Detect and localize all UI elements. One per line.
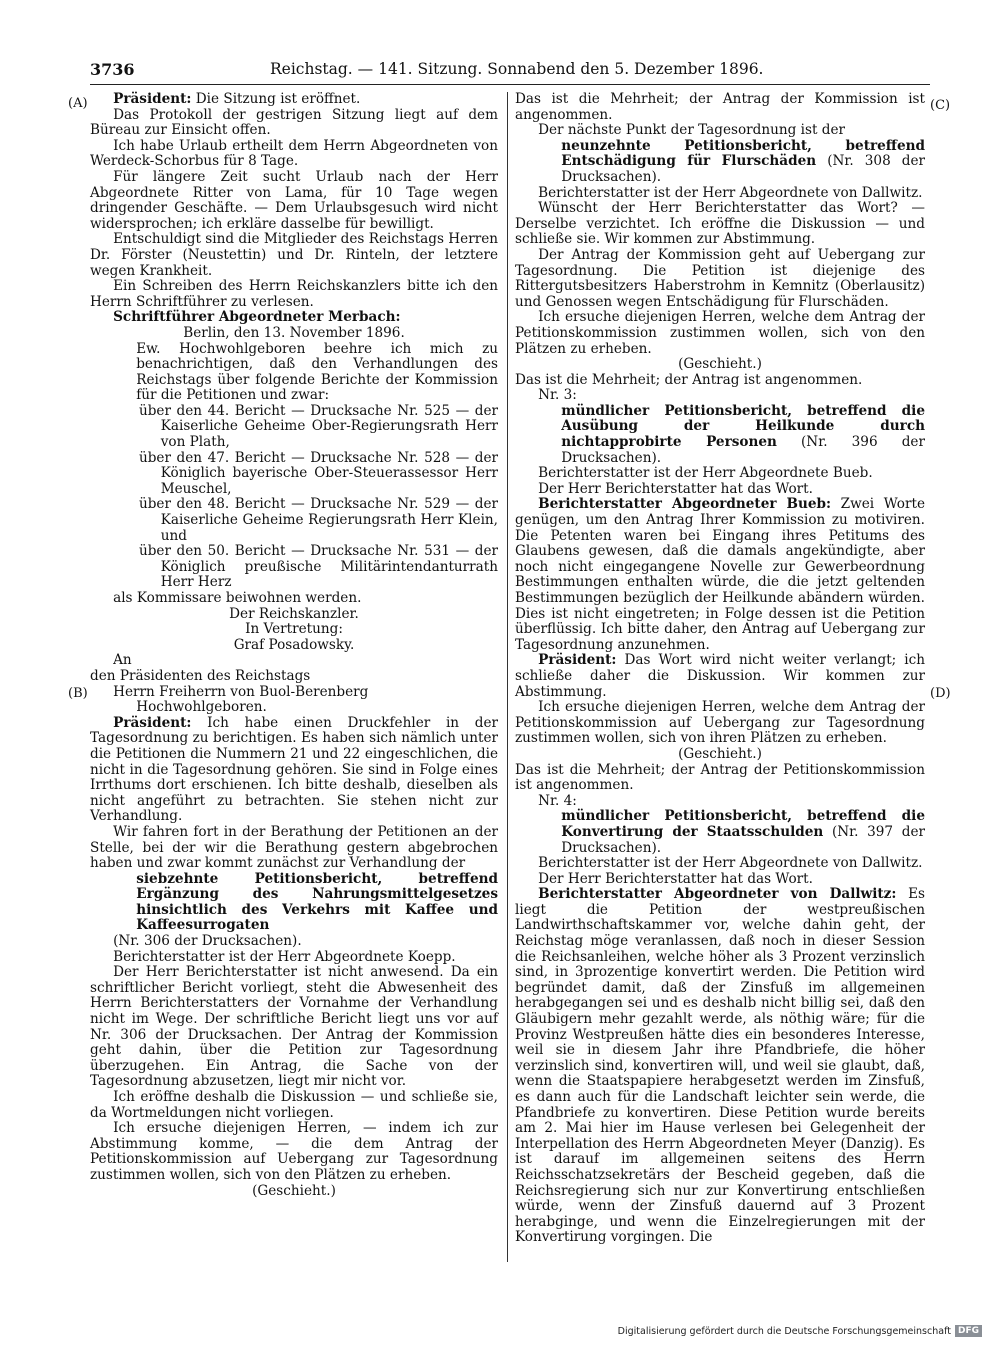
- paragraph: über den 50. Bericht — Drucksache Nr. 531 — der Königlich preußische Militärintendanturrath Herr Herz: [138, 543, 498, 591]
- paragraph: Wünscht der Herr Berichterstatter das Wort? — Derselbe verzichtet. Ich eröffne die Diskussion — und schließe sie. Wir kommen zur Abstimmung.: [515, 200, 925, 248]
- paragraph: Der Reichskanzler.: [229, 605, 359, 622]
- paragraph: neunzehnte Petitionsbericht, betreffend Entschädigung für Flurschäden (Nr. 308 der Drucksachen).: [561, 137, 925, 185]
- speaker-label: Schriftführer Abgeordneter Merbach:: [113, 309, 401, 326]
- margin-mark-d: (D): [930, 686, 951, 701]
- running-head: Reichstag. — 141. Sitzung. Sonnabend den 5. Dezember 1896.: [270, 60, 764, 78]
- paragraph: (Geschieht.): [252, 1182, 336, 1199]
- right-column: [515, 92, 925, 1246]
- paragraph: In Vertretung:: [245, 621, 343, 638]
- paragraph: Berichterstatter ist der Herr Abgeordnete von Dallwitz.: [538, 855, 923, 872]
- paragraph: Entschuldigt sind die Mitglieder des Reichstags Herren Dr. Förster (Neustettin) und Dr. Rinteln, der letztere wegen Krankheit.: [90, 231, 498, 279]
- left-column: [90, 92, 498, 1199]
- paragraph: Ein Schreiben des Herrn Reichskanzlers bitte ich den Herrn Schriftführer zu verlesen.: [90, 278, 498, 310]
- paragraph: über den 47. Bericht — Drucksache Nr. 528 — der Königlich bayerische Ober-Steuerassessor Herr Meuschel,: [138, 449, 498, 497]
- running-header: [90, 58, 930, 85]
- paragraph: Der Herr Berichterstatter ist nicht anwesend. Da ein schriftlicher Bericht vorliegt, steht die Abwesenheit des Herrn Berichterstatters der Vornahme der Verhandlung nicht im Wege. Der schriftliche Bericht liegt uns vor auf Nr. 306 der Drucksachen. Der Antrag der Kommission geht dahin, über die Petition zur Tagesordnung überzugehen. Ein Antrag, die Sache von der Tagesordnung abzusetzen, liegt mir nicht vor.: [90, 964, 498, 1090]
- paragraph: (Nr. 306 der Drucksachen).: [113, 933, 302, 950]
- paragraph: (Geschieht.): [678, 745, 762, 762]
- paragraph: Wir fahren fort in der Berathung der Petitionen an der Stelle, bei der wir die Berathung gestern abgebrochen haben und zwar kommt zunächst zur Verhandlung der: [90, 823, 498, 872]
- paragraph: Der Antrag der Kommission geht auf Uebergang zur Tagesordnung. Die Petition ist diejenige des Rittergutsbesitzers Haberstrohm in Kemnitz (Oberlausitz) und Genossen wegen Entschädigung für Flurschäden.: [515, 246, 925, 310]
- paragraph: Ich habe Urlaub ertheilt dem Herrn Abgeordneten von Werdeck-Schorbus für 8 Tage.: [90, 137, 498, 170]
- dfg-logo: DFG: [955, 1325, 982, 1337]
- paragraph: Der Herr Berichterstatter hat das Wort.: [538, 480, 813, 497]
- speaker-label: Präsident:: [113, 714, 192, 731]
- document-reference: (Nr. 397 der Drucksachen).: [561, 823, 925, 856]
- paragraph: Der nächste Punkt der Tagesordnung ist der: [538, 122, 846, 139]
- paragraph: Ich ersuche diejenigen Herren, — indem ich zur Abstimmung komme, — die dem Antrag der Petitionskommission auf Uebergang zur Tagesordnung zustimmen wollen, sich von den Plätzen zu erheben.: [90, 1120, 498, 1183]
- paragraph: Ich ersuche diejenigen Herren, welche dem Antrag der Petitionskommission zustimmen wollen, sich von den Plätzen zu erheben.: [515, 309, 925, 357]
- paragraph: Nr. 3:: [538, 387, 577, 404]
- speaker-label: Präsident:: [538, 652, 617, 669]
- paragraph: Nr. 4:: [538, 792, 577, 809]
- paragraph: An: [113, 652, 132, 669]
- paragraph: Präsident: Die Sitzung ist eröffnet.: [113, 91, 361, 107]
- margin-mark-c: (C): [930, 98, 951, 113]
- paragraph: als Kommissare beiwohnen werden.: [113, 590, 362, 606]
- paragraph: mündlicher Petitionsbericht, betreffend die Ausübung der Heilkunde durch nichtapprobirte Personen (Nr. 396 der Drucksachen).: [561, 402, 925, 466]
- document-reference: (Nr. 308 der Drucksachen).: [561, 153, 925, 185]
- paragraph: Berichterstatter ist der Herr Abgeordnete Koepp.: [113, 948, 456, 965]
- paragraph: siebzehnte Petitionsbericht, betreffend Ergänzung des Nahrungsmittelgesetzes hinsichtlich des Verkehrs mit Kaffee und Kaffeesurrogaten: [136, 870, 498, 934]
- paragraph: Ew. Hochwohlgeboren beehre ich mich zu benachrichtigen, daß den Verhandlungen des Reichstags über folgende Berichte der Kommission für die Petitionen und zwar:: [136, 340, 498, 404]
- footer: [618, 1325, 982, 1337]
- paragraph: [90, 310, 498, 326]
- speaker-label: Präsident:: [113, 91, 192, 107]
- column-divider: [507, 92, 508, 1262]
- paragraph: Das ist die Mehrheit; der Antrag der Kommission ist angenommen.: [515, 91, 925, 123]
- paragraph: Berichterstatter Abgeordneter Bueb: Zwei Worte genügen, um den Antrag Ihrer Kommission zu motiviren. Die Petenten waren bei Eingang ihres Petitums des Glaubens gewesen, daß die damals angekündigte, aber noch nicht eingegangene Novelle zur Gewerbeordnung Bestimmungen enthalten würde, die die jetzt geltenden Bestimmungen bezüglich der Heilkunde abändern würden. Dies ist nicht eingetreten; in Folge dessen ist die Petition überflüssig. Ich bitte daher, den Antrag auf Uebergang zur Tagesordnung anzunehmen.: [515, 496, 925, 653]
- paragraph: Das ist die Mehrheit; der Antrag der Petitionskommission ist angenommen.: [515, 761, 925, 794]
- paragraph: Der Herr Berichterstatter hat das Wort.: [538, 870, 813, 887]
- paragraph: Für längere Zeit sucht Urlaub nach der Herr Abgeordnete Ritter von Lama, für 10 Tage wegen dringender Geschäfte. — Dem Urlaubsgesuch wird nicht widersprochen; ich erkläre dasselbe für bewilligt.: [90, 168, 498, 232]
- paragraph: Ich ersuche diejenigen Herren, welche dem Antrag der Petitionskommission auf Uebergang zur Tagesordnung zustimmen wollen, sich von ihren Plätzen zu erheben.: [515, 699, 925, 747]
- paragraph: Präsident: Das Wort wird nicht weiter verlangt; ich schließe daher die Diskussion. Wir kommen zur Abstimmung.: [515, 652, 925, 700]
- paragraph: Herrn Freiherrn von Buol-Berenberg: [113, 683, 369, 700]
- margin-mark-b: (B): [68, 686, 88, 701]
- paragraph: Graf Posadowsky.: [233, 636, 355, 653]
- paragraph: Das Protokoll der gestrigen Sitzung liegt auf dem Büreau zur Einsicht offen.: [90, 106, 498, 139]
- document-reference: (Nr. 396 der Drucksachen).: [561, 434, 925, 466]
- paragraph: mündlicher Petitionsbericht, betreffend die Konvertirung der Staatsschulden (Nr. 397 der Drucksachen).: [561, 808, 925, 856]
- paragraph: Das ist die Mehrheit; der Antrag ist angenommen.: [515, 371, 863, 388]
- margin-mark-a: (A): [68, 96, 88, 111]
- paragraph: Hochwohlgeboren.: [136, 699, 267, 716]
- paragraph: den Präsidenten des Reichstags: [90, 667, 311, 684]
- paragraph: Berichterstatter Abgeordneter von Dallwitz: Es liegt die Petition der westpreußischen Landwirthschaftskammer vor, welche dahin geht, der Reichstag möge veranlassen, daß noch in dieser Session die Reichsanleihen, welche höher als 3 Prozent verzinslich sind, in 3prozentige konvertirt werden. Die Petition wird begründet damit, daß der Zinsfuß im allgemeinen herabgegangen sei und es deshalb nicht billig sei, daß den Gläubigern mehr gezahlt werde, als nöthig wäre; für die Provinz Westpreußen hätte dies ein besonderes Interesse, weil sie in diesem Jahr ihre Pfandbriefe, die höher verzinslich sind, konvertiren will, und weil sie glaubt, daß, wenn die Staatspapiere herabgesetzt werden im Zinsfuß, es dann auch für die Landschaft leichter sein werde, die Pfandbriefe zu konvertiren. Diese Petition wurde bereits am 2. Mai hier im Hause verlesen bei Gelegenheit der Interpellation des Herrn Abgeordneten Meyer (Danzig). Es ist darauf im allgemeinen seitens des Herrn Reichsschatzsekretärs der Bescheid gegeben, daß die Reichsregierung sich nur zur Konvertirung entschließen würde, wenn der Zinsfuß dauernd auf 3 Prozent herabginge, und wenn die Einzelregierungen mit der Konvertirung vorgingen. Die: [515, 886, 925, 1246]
- paragraph: Berichterstatter ist der Herr Abgeordnete von Dallwitz.: [538, 184, 923, 201]
- speaker-label: Berichterstatter Abgeordneter Bueb:: [538, 496, 832, 513]
- speaker-label: Berichterstatter Abgeordneter von Dallwitz:: [538, 886, 897, 903]
- funding-note: Digitalisierung gefördert durch die Deutsche Forschungsgemeinschaft: [617, 1325, 951, 1337]
- paragraph: über den 44. Bericht — Drucksache Nr. 525 — der Kaiserliche Geheime Ober-Regierungsrath Herr von Plath,: [138, 402, 498, 451]
- paragraph: Berichterstatter ist der Herr Abgeordnete Bueb.: [538, 465, 873, 482]
- page-number: 3736: [90, 60, 135, 79]
- paragraph: Präsident: Ich habe einen Druckfehler in der Tagesordnung zu berichtigen. Es haben sich nämlich unter die Petitionen die Nummern 21 und 22 eingeschlichen, die nicht in die Tagesordnung gehören. Sie sind in Folge eines Irrthums dort erschienen. Ich bitte deshalb, dieselben als nicht angeführt zu betrachten. Sie stehen nicht zur Verhandlung.: [90, 714, 498, 825]
- paragraph: über den 48. Bericht — Drucksache Nr. 529 — der Kaiserliche Geheime Regierungsrath Herr Klein, und: [138, 496, 498, 544]
- paragraph: Ich eröffne deshalb die Diskussion — und schließe sie, da Wortmeldungen nicht vorliegen.: [90, 1089, 498, 1121]
- paragraph: (Geschieht.): [678, 356, 762, 373]
- paragraph: Berlin, den 13. November 1896.: [183, 324, 405, 341]
